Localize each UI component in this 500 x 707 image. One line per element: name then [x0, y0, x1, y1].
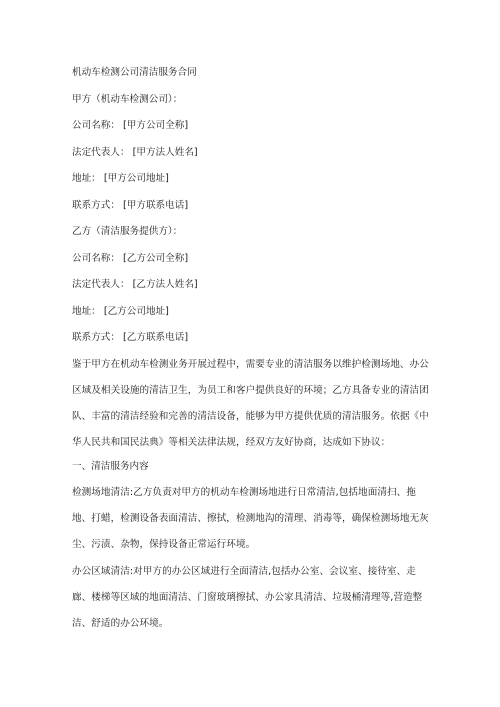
party-b-heading: 乙方（清洁服务提供方）：: [72, 226, 183, 237]
party-a-legal-rep: 法定代表人： [甲方法人姓名]: [72, 146, 198, 158]
document-body: [72, 64, 434, 638]
document-title: 机动车检测公司清洁服务合同: [72, 67, 197, 78]
section-heading: 一、清洁服务内容: [72, 460, 149, 472]
party-a-address: 地址： [甲方公司地址]: [72, 173, 169, 184]
preamble-paragraph: 鉴于甲方在机动车检测业务开展过程中，需要专业的清洁服务以维护检测场地、办公区域及相关设施的清洁卫生，为员工和客户提供良好的环境；乙方具备专业的清洁团队、丰富的清洁经验和完善的清洁设备，能够为甲方提供优质的清洁服务。依据《中华人民共和国民法典》等相关法律法规，经双方友好协商，达成如下协议：: [72, 358, 429, 448]
party-b-company: 公司名称： [乙方公司全称]: [72, 252, 189, 264]
party-b-contact: 联系方式： [乙方联系电话]: [72, 332, 189, 343]
party-a-heading: 甲方（机动车检测公司）：: [72, 93, 183, 105]
section-item-office-cleaning: 办公区域清洁:对甲方的办公区域进行全面清洁,包括办公室、会议室、接待室、走廊、楼梯等区域的地面清洁、门窗玻璃擦拭、办公家具清洁、垃圾桶清理等,营造整洁、舒适的办公环境。: [72, 565, 423, 629]
party-a-company: 公司名称： [甲方公司全称]: [72, 120, 189, 131]
party-a-contact: 联系方式： [甲方联系电话]: [72, 199, 189, 211]
party-b-address: 地址： [乙方公司地址]: [72, 305, 169, 317]
section-item-venue-cleaning: 检测场地清洁:乙方负责对甲方的机动车检测场地进行日常清洁,包括地面清扫、拖地、打蜡，检测设备表面清洁、擦拭，检测地沟的清理、消毒等，确保检测场地无灰尘、污渍、杂物，保持设备正常运行环境。: [72, 486, 429, 550]
party-b-legal-rep: 法定代表人： [乙方法人姓名]: [72, 279, 198, 290]
